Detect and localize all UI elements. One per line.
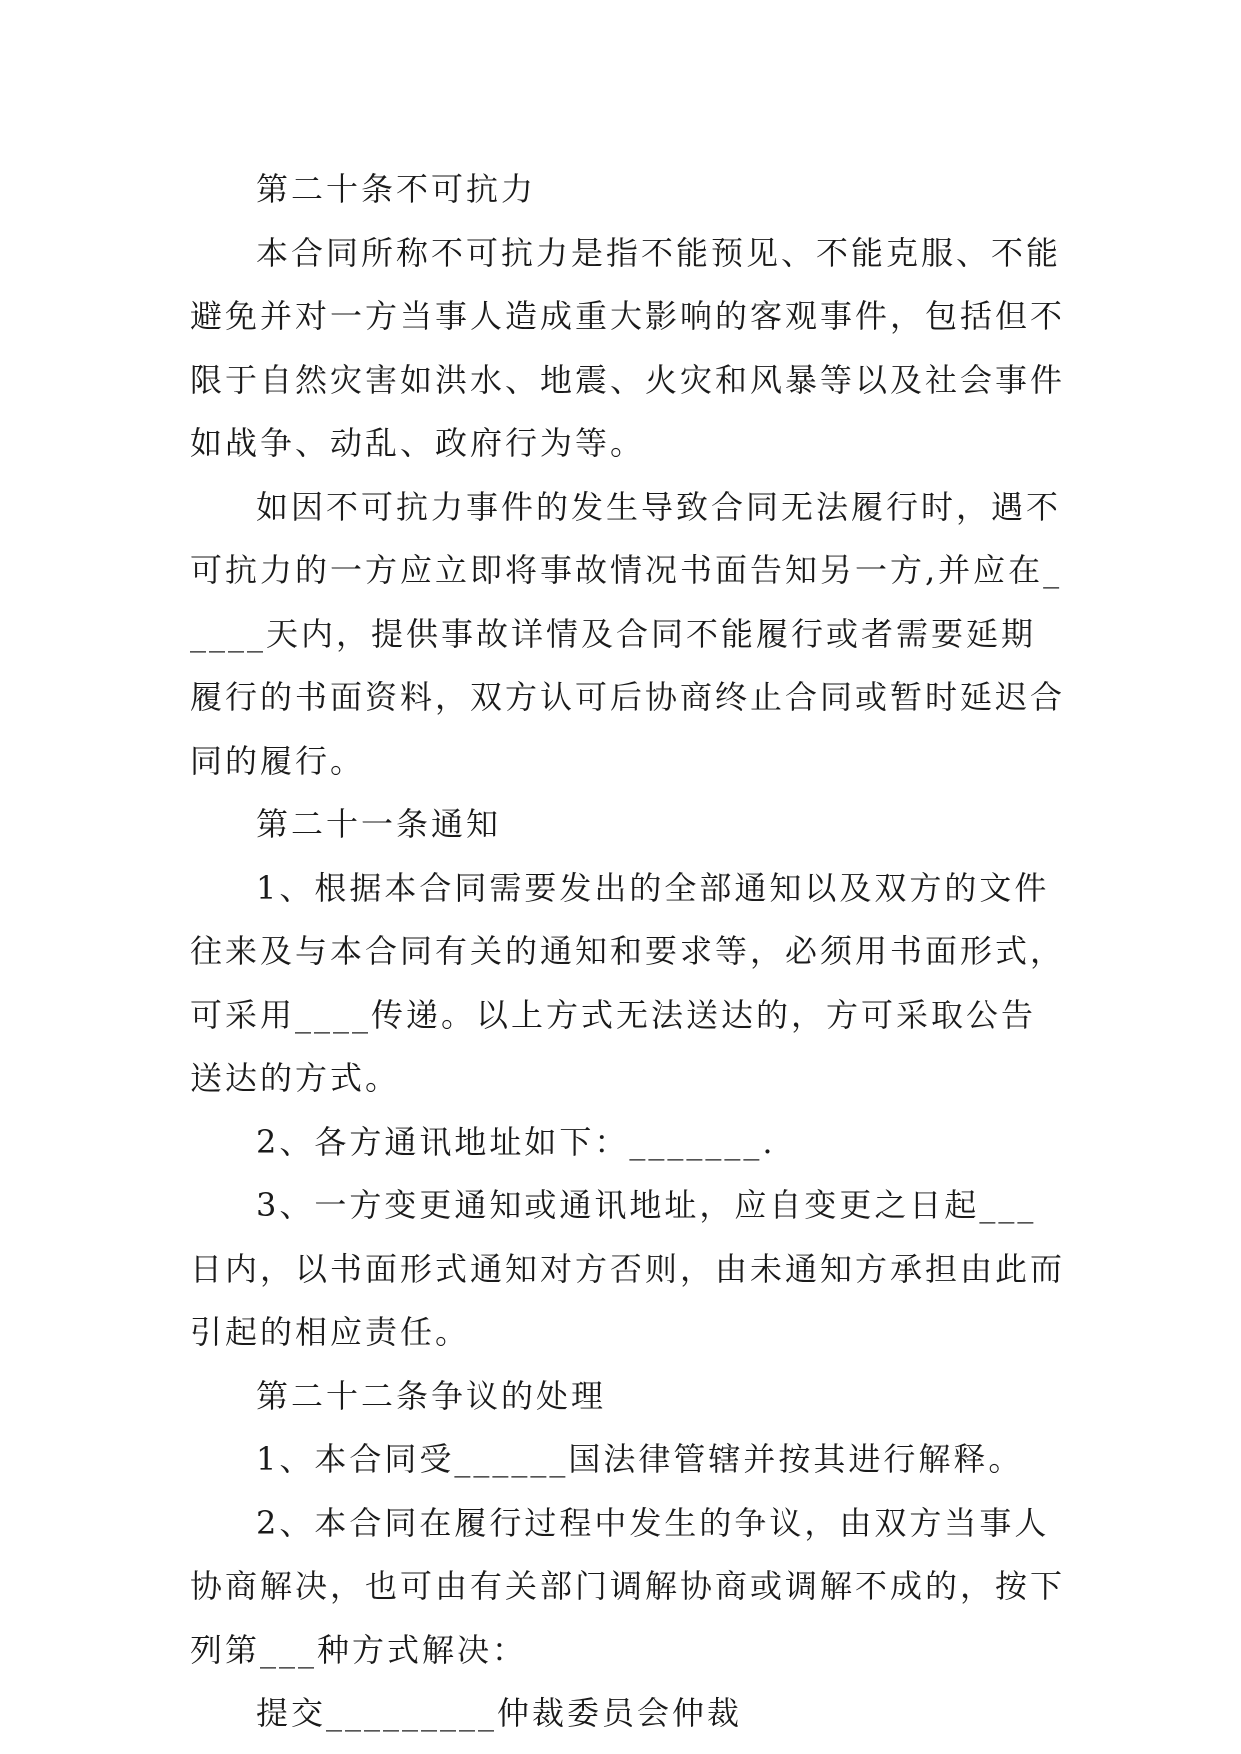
article-21-clause-2: 2、各方通讯地址如下：_______.: [256, 1122, 776, 1161]
article-22-arbitration-option: 提交_________仲裁委员会仲裁: [256, 1694, 743, 1732]
article-22-clause-2: 2、本合同在履行过程中发生的争议，由双方当事人协商解决，也可由有关部门调解协商或调解不成的，按下列第___种方式解决：: [190, 1503, 1066, 1669]
article-21-heading: 第二十一条通知: [256, 805, 502, 843]
article-20-paragraph-1: 本合同所称不可抗力是指不能预见、不能克服、不能避免并对一方当事人造成重大影响的客观事件，包括但不限于自然灾害如洪水、地震、火灾和风暴等以及社会事件如战争、动乱、政府行为等。: [190, 233, 1066, 462]
article-20-paragraph-2: 如因不可抗力事件的发生导致合同无法履行时，遇不可抗力的一方应立即将事故情况书面告知另一方,并应在_____天内，提供事故详情及合同不能履行或者需要延期履行的书面资料，双方认可后协商终止合同或暂时延迟合同的履行。: [190, 487, 1066, 780]
document-body: [190, 158, 1070, 1746]
article-22-heading: 第二十二条争议的处理: [256, 1376, 607, 1415]
article-21-clause-3: 3、一方变更通知或通讯地址，应自变更之日起___日内，以书面形式通知对方否则，由未通知方承担由此而引起的相应责任。: [190, 1186, 1066, 1351]
article-22-clause-1: 1、本合同受______国法律管辖并按其进行解释。: [256, 1440, 1024, 1478]
article-21-clause-1: 1、根据本合同需要发出的全部通知以及双方的文件往来及与本合同有关的通知和要求等，必须用书面形式，可采用____传递。以上方式无法送达的，方可采取公告送达的方式。: [190, 868, 1066, 1097]
article-20-heading: 第二十条不可抗力: [256, 170, 537, 208]
